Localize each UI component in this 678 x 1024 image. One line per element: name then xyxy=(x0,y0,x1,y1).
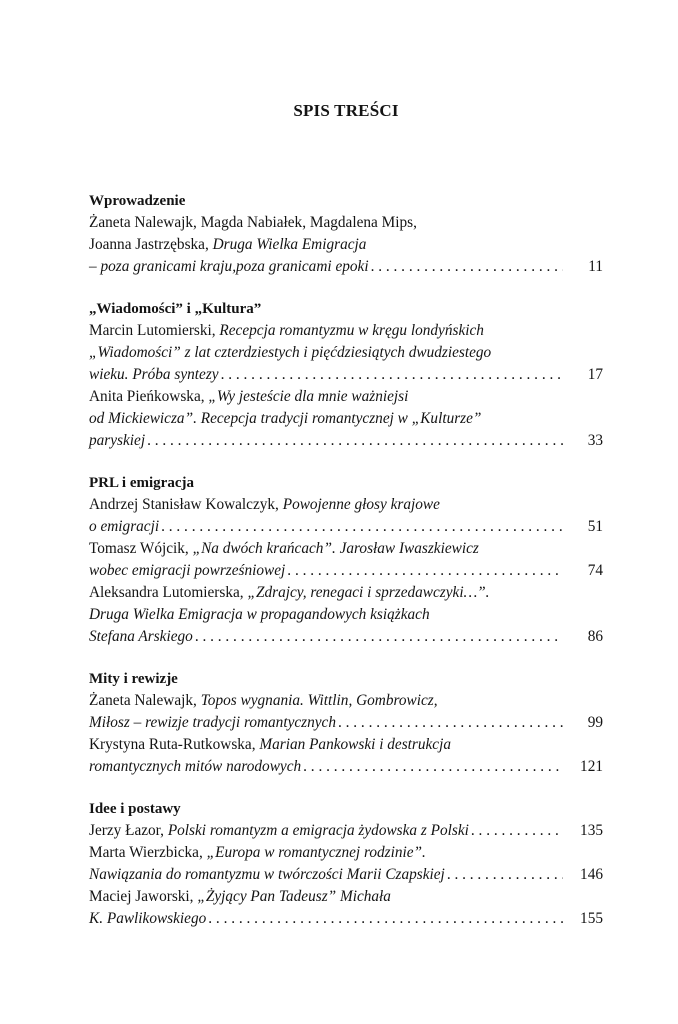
toc-entry xyxy=(89,820,603,842)
entry-last-text xyxy=(89,430,145,452)
page-number: 33 xyxy=(587,432,603,449)
dot-leader xyxy=(285,560,563,582)
title-text: Nawiązania do romantyzmu w twórczości Marii Czapskiej xyxy=(89,866,445,883)
entry-last-text xyxy=(89,756,301,778)
title-text: Powojenne głosy krajowe xyxy=(282,496,440,513)
entry-last-line xyxy=(89,756,603,778)
entry-line xyxy=(89,734,603,756)
dot-leader xyxy=(219,364,563,386)
entry-last-line xyxy=(89,430,603,452)
author-text: Krystyna Ruta-Rutkowska, xyxy=(89,736,260,753)
title-text: Stefana Arskiego xyxy=(89,628,193,645)
title-text: Marian Pankowski i destrukcja xyxy=(259,736,451,753)
title-text: Topos wygnania. Wittlin, Gombrowicz, xyxy=(200,692,438,709)
toc-entry xyxy=(89,690,603,734)
entry-last-text xyxy=(89,864,445,886)
section-heading: PRL i emigracja xyxy=(89,475,194,491)
title-text: – poza granicami kraju,poza granicami epoki xyxy=(89,258,369,275)
page-title: SPIS TREŚCI xyxy=(293,101,399,120)
title-text: Druga Wielka Emigracja xyxy=(212,236,367,253)
entry-line xyxy=(89,690,603,712)
page-number: 17 xyxy=(587,366,603,383)
entry-last-text xyxy=(89,516,159,538)
page-number: 11 xyxy=(588,258,603,275)
entry-line xyxy=(89,886,603,908)
toc-entry xyxy=(89,494,603,538)
entry-last-line xyxy=(89,908,603,930)
toc-entry xyxy=(89,734,603,778)
author-text: Jerzy Łazor, xyxy=(89,822,168,839)
toc-section xyxy=(89,190,603,278)
dot-leader xyxy=(445,864,563,886)
entry-last-text xyxy=(89,560,285,582)
dot-leader xyxy=(145,430,563,452)
dot-leader xyxy=(369,256,563,278)
entry-line xyxy=(89,842,603,864)
page-number: 146 xyxy=(580,866,603,883)
entry-last-line xyxy=(89,626,603,648)
title-text: „Na dwóch krańcach”. Jarosław Iwaszkiewicz xyxy=(192,540,479,557)
toc-entry xyxy=(89,842,603,886)
toc-section xyxy=(89,298,603,452)
toc-section xyxy=(89,798,603,930)
entry-line xyxy=(89,604,603,626)
author-text: Andrzej Stanisław Kowalczyk, xyxy=(89,496,283,513)
author-text: Anita Pieńkowska, xyxy=(89,388,209,405)
entry-last-text xyxy=(89,820,469,842)
dot-leader xyxy=(159,516,563,538)
toc-entry xyxy=(89,320,603,386)
toc-entry xyxy=(89,886,603,930)
toc-section xyxy=(89,472,603,648)
toc-entry xyxy=(89,538,603,582)
entry-last-line xyxy=(89,820,603,842)
author-text: Żaneta Nalewajk, xyxy=(89,692,201,709)
title-text: „Zdrajcy, renegaci i sprzedawczyki…”. xyxy=(247,584,490,601)
title-text: Druga Wielka Emigracja w propagandowych książkach xyxy=(89,606,430,623)
dot-leader xyxy=(301,756,563,778)
entry-last-text xyxy=(89,712,336,734)
page-number: 121 xyxy=(580,758,603,775)
author-text: Tomasz Wójcik, xyxy=(89,540,193,557)
title-text: wobec emigracji powrześniowej xyxy=(89,562,286,579)
entry-line xyxy=(89,494,603,516)
title-text: o emigracji xyxy=(89,518,160,535)
entry-last-line xyxy=(89,712,603,734)
author-text: Aleksandra Lutomierska, xyxy=(89,584,248,601)
title-text: od Mickiewicza”. Recepcja tradycji romantycznej w „Kulturze” xyxy=(89,410,482,427)
title-text: „Wiadomości” z lat czterdziestych i pięćdziesiątych dwudziestego xyxy=(89,344,492,361)
page-number: 155 xyxy=(580,910,603,927)
entry-line xyxy=(89,408,603,430)
entry-line xyxy=(89,320,603,342)
dot-leader xyxy=(193,626,563,648)
entry-last-text xyxy=(89,908,206,930)
dot-leader xyxy=(206,908,563,930)
title-text: Miłosz – rewizje tradycji romantycznych xyxy=(89,714,336,731)
dot-leader xyxy=(469,820,563,842)
author-text: Żaneta Nalewajk, Magda Nabiałek, Magdalena Mips, xyxy=(89,214,417,231)
section-heading: Idee i postawy xyxy=(89,801,181,817)
entry-last-text xyxy=(89,256,369,278)
page-number: 74 xyxy=(587,562,603,579)
title-text: „Europa w romantycznej rodzinie”. xyxy=(206,844,426,861)
title-text: Polski romantyzm a emigracja żydowska z Polski xyxy=(167,822,469,839)
title-text: „Wy jesteście dla mnie ważniejsi xyxy=(208,388,409,405)
page-number: 86 xyxy=(587,628,603,645)
entry-line xyxy=(89,538,603,560)
entry-last-text xyxy=(89,626,193,648)
section-heading: „Wiadomości” i „Kultura” xyxy=(89,301,262,317)
toc-section xyxy=(89,668,603,778)
entry-line xyxy=(89,234,603,256)
title-text: paryskiej xyxy=(89,432,146,449)
entry-line xyxy=(89,212,603,234)
title-text: romantycznych mitów narodowych xyxy=(89,758,302,775)
dot-leader xyxy=(336,712,563,734)
page-number: 135 xyxy=(580,822,603,839)
title-text: wieku. Próba syntezy xyxy=(89,366,219,383)
title-text: K. Pawlikowskiego xyxy=(89,910,207,927)
page-number: 51 xyxy=(587,518,603,535)
author-text: Maciej Jaworski, xyxy=(89,888,198,905)
title-text: Recepcja romantyzmu w kręgu londyńskich xyxy=(219,322,484,339)
section-heading: Mity i rewizje xyxy=(89,671,178,687)
toc-sections xyxy=(89,190,603,950)
entry-line xyxy=(89,582,603,604)
toc-entry xyxy=(89,582,603,648)
toc-entry xyxy=(89,212,603,278)
page-number: 99 xyxy=(587,714,603,731)
title-text: „Żyjący Pan Tadeusz” Michała xyxy=(197,888,391,905)
entry-last-text xyxy=(89,364,219,386)
entry-last-line xyxy=(89,560,603,582)
entry-last-line xyxy=(89,364,603,386)
author-text: Marta Wierzbicka, xyxy=(89,844,207,861)
toc-entry xyxy=(89,386,603,452)
entry-line xyxy=(89,342,603,364)
entry-last-line xyxy=(89,256,603,278)
entry-line xyxy=(89,386,603,408)
entry-last-line xyxy=(89,516,603,538)
author-text: Marcin Lutomierski, xyxy=(89,322,220,339)
entry-last-line xyxy=(89,864,603,886)
section-heading: Wprowadzenie xyxy=(89,193,186,209)
author-text: Joanna Jastrzębska, xyxy=(89,236,213,253)
